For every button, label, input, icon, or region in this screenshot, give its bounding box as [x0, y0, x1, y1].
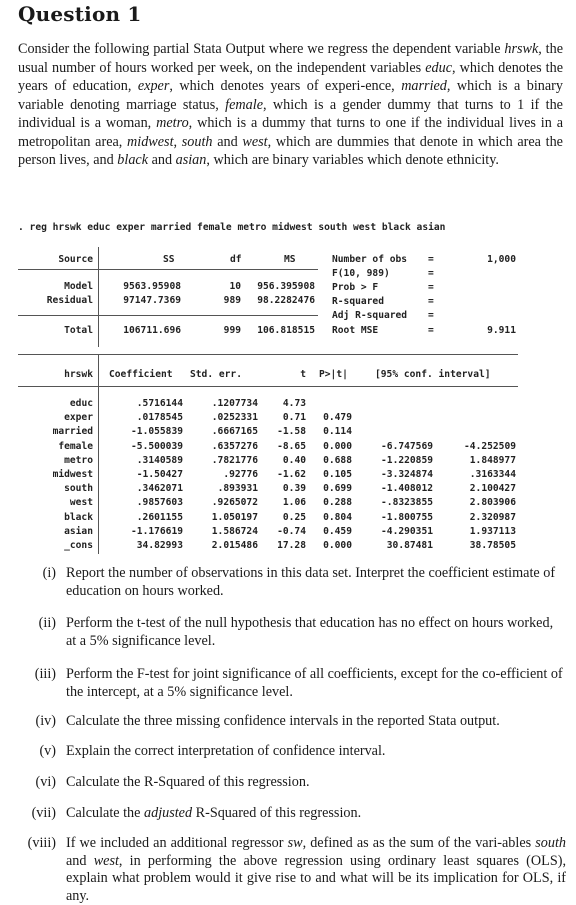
stat-eq-adjr2: = [428, 310, 434, 321]
coef-header-p: P>|t| [319, 369, 348, 380]
coef-std-err: .7821776 [211, 454, 258, 466]
coef-ci-upper: 2.803906 [469, 497, 516, 509]
stat-label-probf: Prob > F [332, 282, 379, 293]
coef-ci-upper: 1.937113 [469, 525, 516, 537]
coef-header-rule [18, 386, 518, 387]
coef-std-err: .0252331 [211, 412, 258, 424]
anova-ms-residual: 98.2282476 [257, 295, 315, 306]
coef-std-err: .92776 [223, 469, 258, 480]
question-text: Explain the correct interpretation of confidence interval. [66, 743, 386, 759]
coef-std-err: .6667165 [211, 426, 258, 438]
stata-command: . reg hrswk educ exper married female metro midwest south west black asian [18, 222, 446, 233]
coef-p-value: 0.000 [323, 440, 352, 452]
question-text: Calculate the R-Squared of this regression. [66, 774, 310, 790]
coef-ci-upper: 1.848977 [469, 454, 516, 466]
coef-vertical-rule [98, 354, 99, 554]
coef-estimate: .2601155 [136, 511, 183, 523]
coef-p-value: 0.459 [323, 525, 352, 537]
question-heading: Question 1 [18, 2, 142, 26]
anova-divider [18, 269, 318, 270]
coef-t-stat: 17.28 [277, 540, 306, 551]
coef-header-coef: Coefficient [109, 369, 173, 380]
stat-value-nobs: 1,000 [487, 254, 516, 265]
coef-t-stat: -1.62 [277, 469, 306, 480]
question-text: Perform the t-test of the null hypothesis that education has no effect on hours worked, at a 5% significance level. [66, 615, 554, 649]
anova-df-total: 999 [223, 325, 241, 336]
coef-std-err: .893931 [217, 483, 258, 495]
coef-var: _cons [64, 540, 93, 551]
coef-header-var: hrswk [64, 369, 93, 380]
coef-t-stat: 1.06 [282, 497, 306, 509]
coef-ci-upper: 2.100427 [469, 483, 516, 495]
coef-ci-lower: -.8323855 [381, 497, 433, 509]
coef-p-value: 0.288 [323, 497, 352, 509]
question-number: (iv) [35, 713, 56, 729]
coef-std-err: .9265072 [211, 497, 258, 509]
coef-estimate: -1.176619 [131, 525, 183, 537]
coef-var: metro [64, 454, 93, 466]
coef-p-value: 0.105 [323, 469, 352, 480]
intro-paragraph: Consider the following partial Stata Output where we regress the dependent variable hrswk, the usual number of hours worked per week, on the independent variables educ, which denotes the years of education, exper, which denotes years of experi-ence, married, which is a binary variable denoting marriage status, female, which is a gender dummy that turns to 1 if the individual is a woman, metro, which is a dummy that turns to one if the individual lives in a metropolitan area, midwest, south and west, which are dummies that denote in which area the person lives, and black and asian, which are binary variables which denote ethnicity. [18, 41, 564, 168]
question-text: Perform the F-test for joint significance of all coefficients, except for the co-efficient of the intercept, at a 5% significance level. [66, 666, 563, 700]
coef-estimate: .9857603 [136, 497, 183, 509]
coef-estimate: -5.500039 [131, 440, 183, 452]
coef-t-stat: -1.58 [277, 426, 306, 438]
coef-t-stat: 0.71 [282, 412, 306, 424]
coef-p-value: 0.114 [323, 426, 352, 438]
coef-ci-lower: -6.747569 [381, 440, 433, 452]
question-text: Calculate the three missing confidence intervals in the reported Stata output. [66, 713, 500, 729]
anova-df-model: 10 [229, 281, 241, 292]
coef-ci-lower: -4.290351 [381, 525, 433, 537]
coef-ci-lower: -1.408012 [381, 483, 433, 495]
question-number: (viii) [27, 835, 56, 851]
coef-estimate: .0178545 [136, 412, 183, 424]
stat-eq-f: = [428, 268, 434, 279]
coef-std-err: .6357276 [211, 440, 258, 452]
coef-p-value: 0.699 [323, 483, 352, 495]
anova-header-ss: SS [163, 254, 175, 265]
anova-vertical-rule [98, 247, 99, 347]
coef-p-value: 0.688 [323, 454, 352, 466]
question-number: (vii) [31, 805, 56, 821]
question-number: (ii) [38, 615, 56, 631]
coef-header-se: Std. err. [190, 369, 242, 380]
stat-label-nobs: Number of obs [332, 254, 408, 265]
anova-ss-residual: 97147.7369 [123, 295, 181, 306]
coef-ci-upper: .3163344 [469, 469, 516, 480]
coef-p-value: 0.479 [323, 412, 352, 424]
question-text: Calculate the adjusted R-Squared of this regression. [66, 805, 362, 821]
coef-ci-lower: -1.220859 [381, 454, 433, 466]
coef-p-value: 0.804 [323, 511, 352, 523]
anova-ss-model: 9563.95908 [123, 281, 181, 292]
coef-t-stat: 0.40 [282, 454, 306, 466]
coef-var: female [58, 440, 93, 452]
coef-estimate: 34.82993 [136, 540, 183, 551]
stat-label-r2: R-squared [332, 296, 384, 307]
anova-ss-total: 106711.696 [123, 325, 181, 336]
coef-var: black [64, 511, 93, 523]
coef-ci-upper: -4.252509 [464, 440, 516, 452]
stat-eq-r2: = [428, 296, 434, 307]
anova-source-total: Total [64, 325, 93, 336]
coef-var: west [69, 497, 93, 509]
question-number: (v) [39, 743, 56, 759]
coef-estimate: .3140589 [136, 454, 183, 466]
coef-estimate: -1.055839 [131, 426, 183, 438]
coef-var: married [52, 426, 93, 438]
anova-total-divider [18, 315, 318, 316]
coef-var: educ [69, 398, 93, 409]
coef-std-err: 2.015486 [211, 540, 258, 551]
coef-ci-lower: 30.87481 [386, 540, 433, 551]
coef-estimate: .5716144 [136, 398, 183, 409]
anova-header-df: df [230, 254, 242, 265]
anova-ms-model: 956.395908 [257, 281, 315, 292]
coef-t-stat: 0.39 [282, 483, 306, 495]
coef-header-t: t [300, 369, 306, 380]
coef-top-rule [18, 354, 518, 355]
coef-var: south [64, 483, 93, 495]
coef-estimate: .3462071 [136, 483, 183, 495]
coef-header-ci: [95% conf. interval] [375, 369, 491, 380]
question-text: If we included an additional regressor sw, defined as as the sum of the vari-ables south and west, in performing the above regression using ordinary least squares (OLS), explain what problem would it give rise to and what will be its implication for OLS, if any. [66, 835, 566, 904]
anova-ms-total: 106.818515 [257, 325, 315, 336]
anova-df-residual: 989 [223, 295, 241, 306]
coef-p-value: 0.000 [323, 540, 352, 551]
anova-source-residual: Residual [46, 295, 93, 306]
coef-ci-lower: -3.324874 [381, 469, 433, 480]
coef-var: exper [64, 412, 93, 424]
question-number: (vi) [35, 774, 56, 790]
question-number: (i) [42, 565, 56, 581]
question-number: (iii) [34, 666, 56, 682]
stat-eq-probf: = [428, 282, 434, 293]
coef-t-stat: -0.74 [277, 525, 306, 537]
coef-t-stat: 0.25 [282, 511, 306, 523]
coef-std-err: 1.050197 [211, 511, 258, 523]
coef-estimate: -1.50427 [136, 469, 183, 480]
coef-std-err: .1207734 [211, 398, 258, 409]
coef-t-stat: 4.73 [282, 398, 306, 409]
coef-var: asian [64, 525, 93, 537]
stat-value-rmse: 9.911 [487, 325, 516, 336]
coef-std-err: 1.586724 [211, 525, 258, 537]
coef-ci-lower: -1.800755 [381, 511, 433, 523]
stat-label-f: F(10, 989) [332, 268, 390, 279]
coef-ci-upper: 2.320987 [469, 511, 516, 523]
question-text: Report the number of observations in this data set. Interpret the coefficient estimate of education on hours worked. [66, 565, 556, 599]
stat-eq-nobs: = [428, 254, 434, 265]
stat-eq-rmse: = [428, 325, 434, 336]
coef-t-stat: -8.65 [277, 440, 306, 452]
coef-var: midwest [52, 469, 93, 480]
anova-header-ms: MS [284, 254, 296, 265]
stat-label-adjr2: Adj R-squared [332, 310, 408, 321]
stat-label-rmse: Root MSE [332, 325, 379, 336]
coef-ci-upper: 38.78505 [469, 540, 516, 551]
anova-source-model: Model [64, 281, 93, 292]
anova-header-source: Source [58, 254, 93, 265]
